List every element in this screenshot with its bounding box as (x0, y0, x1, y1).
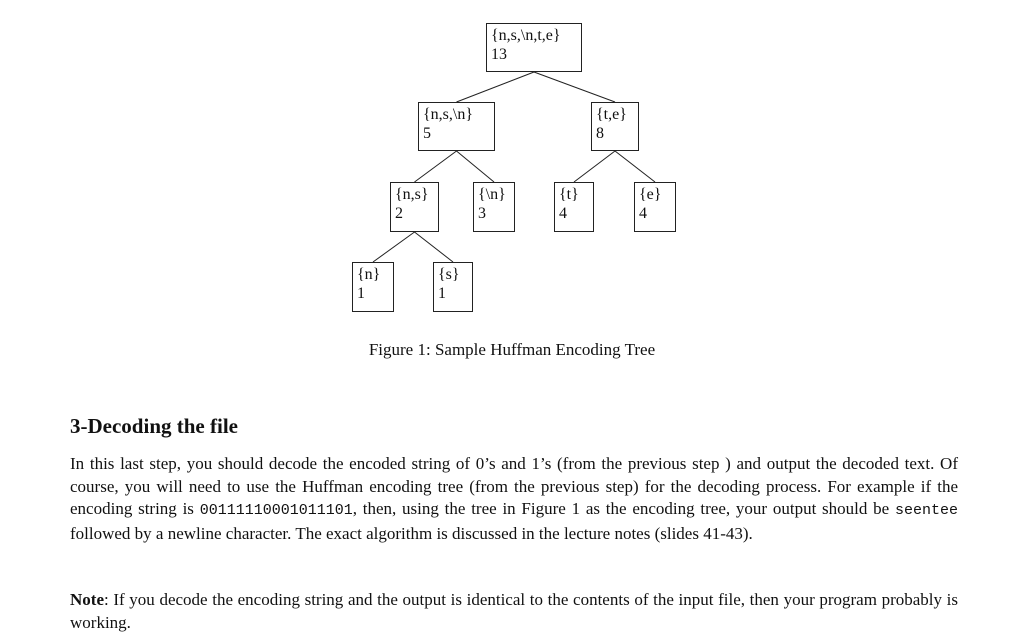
paragraph-text: , then, using the tree in Figure 1 as the encoding tree, your output should be (352, 499, 895, 518)
tree-edge (574, 151, 615, 182)
node-count: 1 (357, 285, 365, 302)
tree-node-t-e (591, 102, 639, 151)
tree-edge (457, 72, 535, 102)
tree-node-n-s (390, 182, 439, 232)
node-set-label: {t} (559, 186, 579, 203)
section-heading: 3-Decoding the file (70, 414, 238, 438)
node-count: 2 (395, 205, 403, 222)
tree-node-n-s-newline (418, 102, 495, 151)
tree-node-n (352, 262, 394, 312)
note-text: : If you decode the encoding string and the output is identical to the contents of the input file, then your program probably is working. (70, 590, 958, 632)
node-set-label: {n,s} (395, 186, 429, 203)
body-paragraph (70, 453, 958, 545)
tree-edge (373, 232, 415, 262)
tree-node-t (554, 182, 594, 232)
tree-node-s (433, 262, 473, 312)
tree-edge (615, 151, 655, 182)
tree-edge (415, 151, 457, 182)
node-set-label: {\n} (478, 186, 506, 203)
node-count: 4 (639, 205, 647, 222)
node-set-label: {e} (639, 186, 662, 203)
tree-node-root (486, 23, 582, 72)
paragraph-text: In this last step, you should decode the encoded string of 0’s and 1’s (from the previous step ) and output the decoded text. Of course, you will need to use the Huffman encoding tree (from the previous step) for the decoding process. For example if the encoding string is (70, 454, 958, 518)
node-set-label: {n} (357, 266, 381, 283)
note-paragraph (70, 589, 958, 634)
tree-node-e (634, 182, 676, 232)
tree-edge (457, 151, 495, 182)
decoded-output-code: seentee (894, 502, 958, 519)
node-set-label: {n,s,\n} (423, 106, 474, 123)
node-set-label: {n,s,\n,t,e} (491, 27, 561, 44)
tree-node-newline (473, 182, 515, 232)
node-count: 5 (423, 125, 431, 142)
node-count: 1 (438, 285, 446, 302)
node-set-label: {t,e} (596, 106, 627, 123)
note-label: Note (70, 590, 104, 609)
node-count: 8 (596, 125, 604, 142)
node-count: 13 (491, 46, 507, 63)
paragraph-text: followed by a newline character. The exact algorithm is discussed in the lecture notes (slides 41-43). (70, 523, 753, 543)
tree-edge (534, 72, 615, 102)
tree-edge (415, 232, 454, 262)
node-count: 3 (478, 205, 486, 222)
node-count: 4 (559, 205, 567, 222)
node-set-label: {s} (438, 266, 460, 283)
figure-caption: Figure 1: Sample Huffman Encoding Tree (368, 340, 656, 359)
encoding-string-code: 00111110001011101 (199, 502, 353, 519)
